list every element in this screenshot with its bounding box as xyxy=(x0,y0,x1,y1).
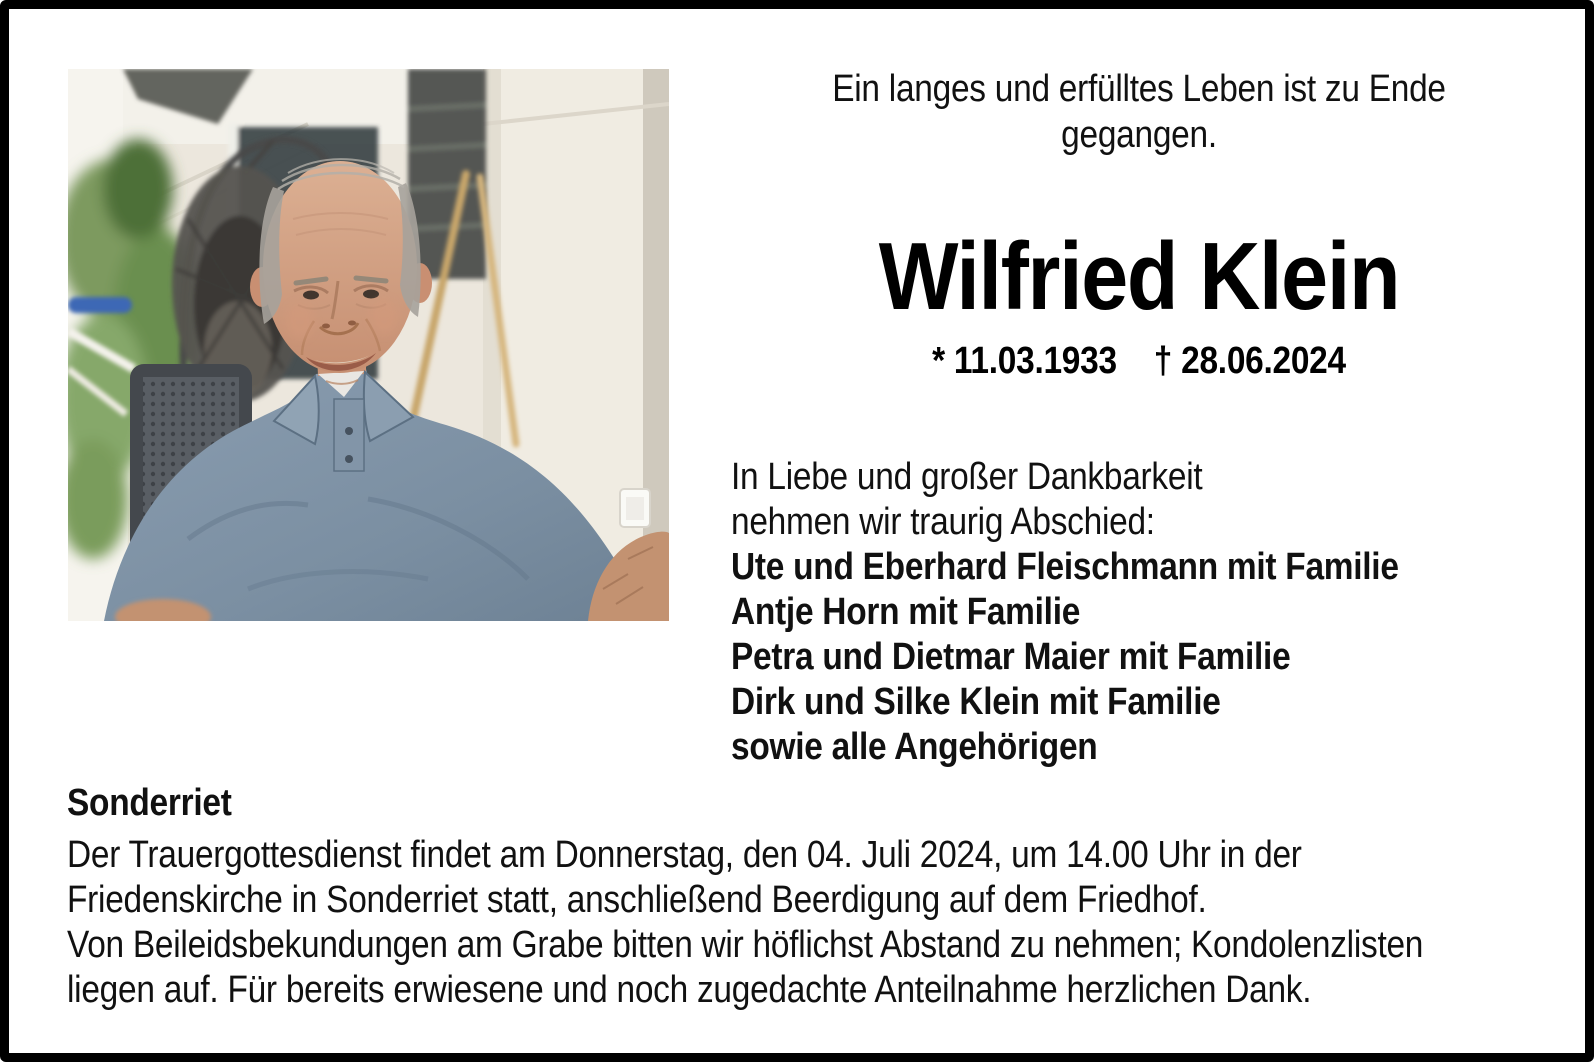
farewell-line: nehmen wir traurig Abschied: xyxy=(731,501,1155,543)
portrait-photo xyxy=(68,69,669,621)
intro-line: Ein langes und erfülltes Leben ist zu Ende gegangen. xyxy=(832,68,1446,156)
deceased-name: Wilfried Klein xyxy=(878,223,1400,330)
place-name: Sonderriet xyxy=(67,782,232,824)
death-date: † 28.06.2024 xyxy=(1153,340,1346,382)
announcement-line: Der Trauergottesdienst findet am Donnerstag, den 04. Juli 2024, um 14.00 Uhr in der xyxy=(67,834,1302,876)
birth-date: * 11.03.1933 xyxy=(932,340,1117,382)
announcement-line: liegen auf. Für bereits erwiesene und noch zugedachte Anteilnahme herzlichen Dank. xyxy=(67,969,1312,1011)
farewell-block xyxy=(731,455,1399,770)
farewell-line: In Liebe und großer Dankbarkeit xyxy=(731,456,1203,498)
mourner-line: Antje Horn mit Familie xyxy=(731,591,1081,633)
announcement-line: Friedenskirche in Sonderriet statt, anschließend Beerdigung auf dem Friedhof. xyxy=(67,879,1207,921)
mourner-line: Ute und Eberhard Fleischmann mit Familie xyxy=(731,546,1399,588)
announcement-block xyxy=(67,833,1423,1013)
mourner-line: Petra und Dietmar Maier mit Familie xyxy=(731,636,1291,678)
mourner-line: sowie alle Angehörigen xyxy=(731,726,1098,768)
life-dates xyxy=(761,339,1518,384)
light-switch-icon xyxy=(620,489,650,527)
announcement-line: Von Beileidsbekundungen am Grabe bitten wir höflichst Abstand zu nehmen; Kondolenzlisten xyxy=(67,924,1424,966)
mourner-line: Dirk und Silke Klein mit Familie xyxy=(731,681,1221,723)
